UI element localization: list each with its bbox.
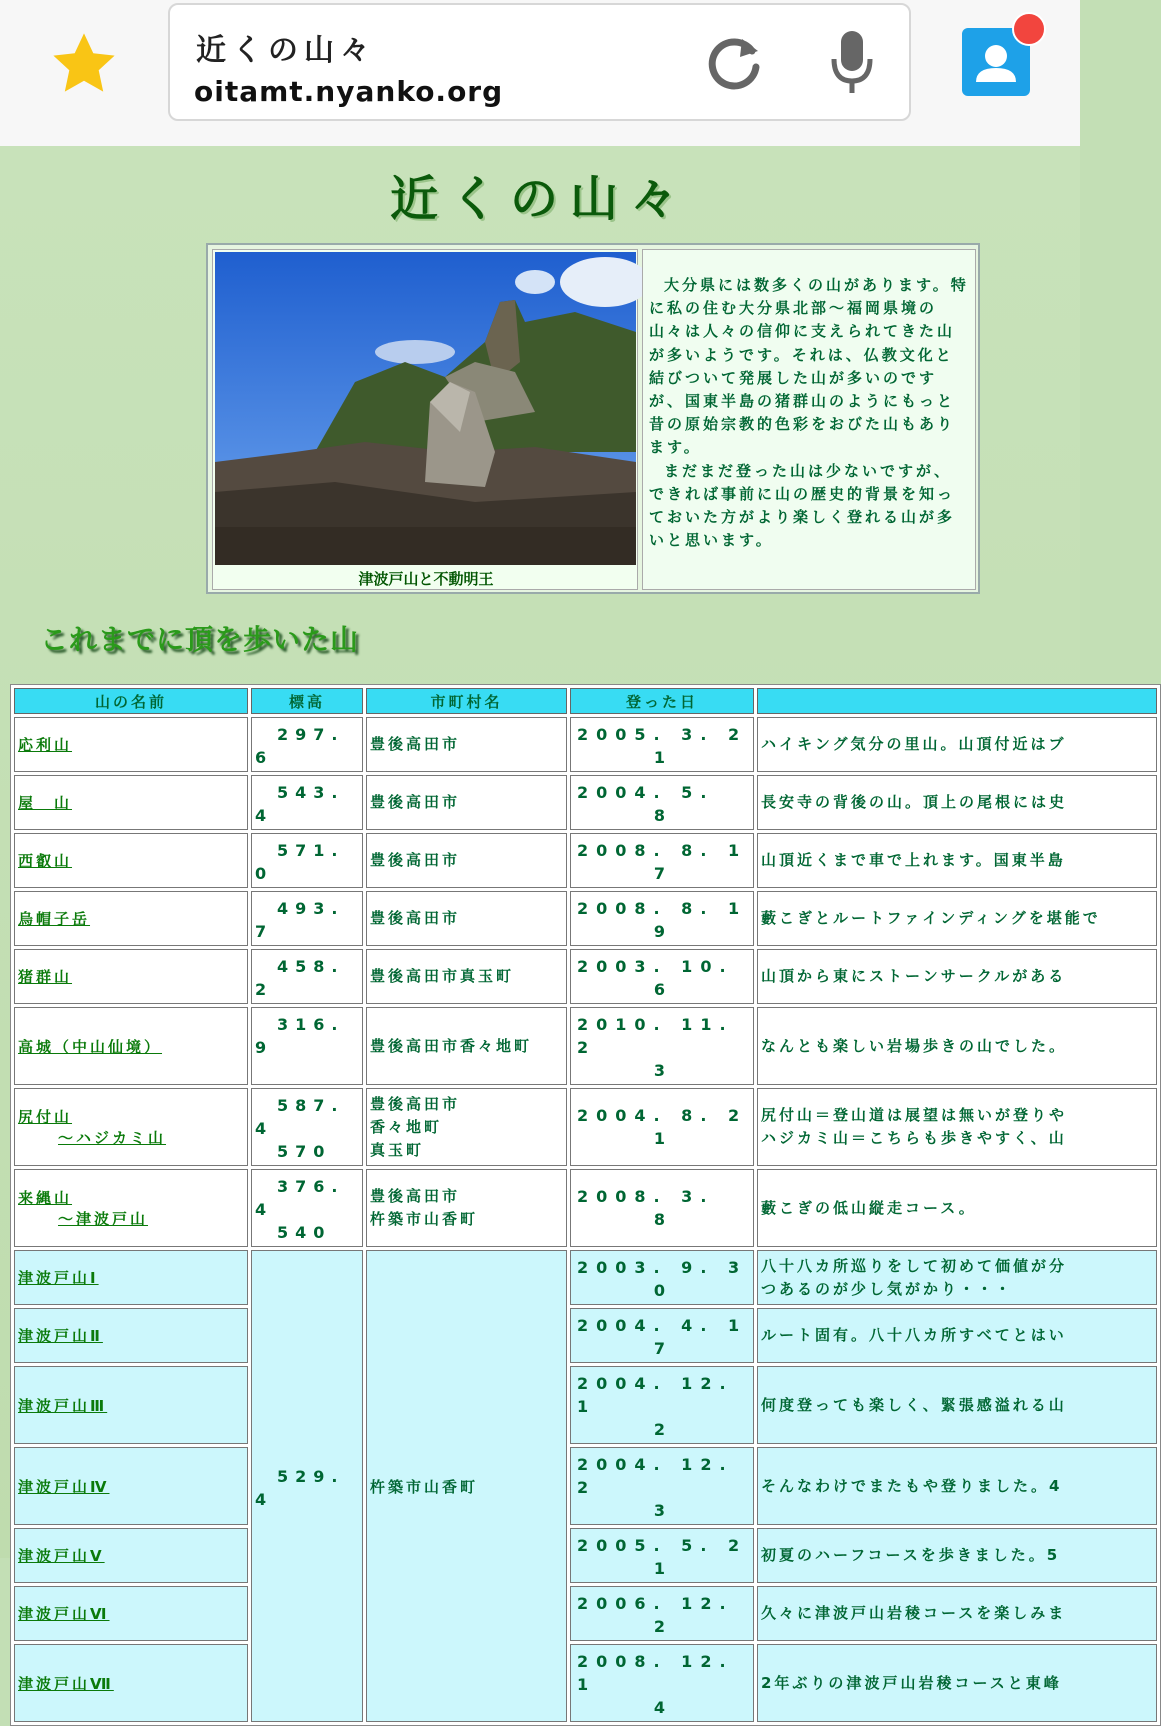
mountains-table	[10, 684, 1161, 1726]
city-name: 豊後高田市香々地町	[370, 1036, 533, 1055]
mountain-name: 来縄山	[18, 1189, 73, 1207]
description-cell	[757, 891, 1157, 946]
mountain-name-cell	[14, 1366, 248, 1444]
mountain-link[interactable]: 津波戸山Ⅲ	[18, 1396, 108, 1415]
date-tail: 7	[653, 1339, 674, 1358]
date-main: 2006. 12.	[577, 1594, 734, 1613]
table-row	[14, 775, 1157, 830]
city-name: 豊後高田市	[370, 851, 461, 869]
mountain-name-cell	[14, 1007, 248, 1085]
date-main: 2008. 12. 1	[577, 1652, 734, 1694]
intro-box	[206, 243, 980, 594]
altitude-cell	[251, 891, 363, 946]
mountain-name-cell	[14, 1447, 248, 1525]
description-cell	[757, 1308, 1157, 1363]
altitude-dec: 7	[255, 922, 274, 941]
altitude-int: 316.	[277, 1015, 345, 1034]
table-row	[14, 717, 1157, 772]
altitude-second: 540	[277, 1223, 332, 1242]
date-tail: 8	[653, 806, 674, 825]
notification-badge	[1012, 12, 1046, 46]
date-tail: 1	[653, 1559, 674, 1578]
date-main: 2004. 12. 1	[577, 1374, 734, 1416]
mountain-name-cell	[14, 949, 248, 1004]
mountain-name-cell	[14, 891, 248, 946]
date-tail: 2	[653, 1420, 674, 1439]
description-cell	[757, 1528, 1157, 1583]
altitude-cell	[251, 775, 363, 830]
description-cell	[757, 1169, 1157, 1247]
mountain-name: 高城（中山仙境）	[18, 1037, 163, 1056]
description-cell	[757, 1250, 1157, 1305]
mountain-link[interactable]	[18, 1108, 244, 1148]
description-line: 何度登っても楽しく、緊張感溢れる山	[761, 1395, 1067, 1414]
city-name: 杵築市山香町	[370, 1210, 479, 1228]
date-cell	[570, 1169, 754, 1247]
altitude-int: 543.	[277, 783, 345, 802]
city-cell	[366, 775, 567, 830]
mountain-name-cell	[14, 1586, 248, 1641]
mountain-name-cell	[14, 1528, 248, 1583]
date-main: 2008. 8. 1	[577, 841, 748, 860]
description-cell	[757, 1366, 1157, 1444]
table-row	[14, 1644, 1157, 1722]
description-cell	[757, 1586, 1157, 1641]
altitude-int: 571.	[277, 841, 345, 860]
page-content	[0, 146, 1101, 1717]
mountain-name: 屋 山	[18, 794, 73, 812]
header-city: 市町村名	[366, 688, 567, 714]
header-altitude: 標高	[251, 688, 363, 714]
microphone-icon[interactable]	[830, 29, 874, 97]
description-line: 尻付山＝登山道は展望は無いが登りや	[761, 1106, 1068, 1124]
date-cell	[570, 1586, 754, 1641]
description-line: ルート固有。八十八カ所すべてとはい	[761, 1326, 1067, 1344]
description-line: 山頂近くまで車で上れます。国東半島	[761, 851, 1066, 869]
city-cell	[366, 833, 567, 888]
description-line: 久々に津波戸山岩稜コースを楽しみま	[761, 1604, 1067, 1622]
description-cell	[757, 833, 1157, 888]
city-cell	[366, 1169, 567, 1247]
mountain-link[interactable]	[18, 852, 72, 870]
description-line: 八十八カ所巡りをして初めて価値が分	[761, 1256, 1068, 1275]
description-line: 長安寺の背後の山。頂上の尾根には史	[761, 793, 1068, 811]
description-line: 藪こぎの低山縦走コース。	[761, 1198, 977, 1217]
altitude-cell	[251, 1250, 363, 1722]
date-cell	[570, 775, 754, 830]
date-cell	[570, 1250, 754, 1305]
date-main: 2004. 5.	[577, 783, 715, 802]
date-cell	[570, 717, 754, 772]
mountain-name-cell	[14, 717, 248, 772]
description-cell	[757, 949, 1157, 1004]
table-row	[14, 1528, 1157, 1583]
mountain-link[interactable]	[18, 968, 72, 986]
date-main: 2004. 8. 2	[577, 1106, 748, 1125]
table-row	[14, 1447, 1157, 1525]
date-main: 2004. 12. 2	[577, 1455, 734, 1497]
mountain-subname: ～ハジカミ山	[58, 1129, 167, 1147]
table-row	[14, 1088, 1157, 1166]
city-cell	[366, 949, 567, 1004]
mountain-name: 西叡山	[18, 852, 73, 870]
date-cell	[570, 1447, 754, 1525]
city-name: 豊後高田市真玉町	[370, 967, 515, 985]
mountain-name: 烏帽子岳	[18, 910, 91, 928]
city-name: 豊後高田市	[370, 909, 461, 927]
altitude-cell	[251, 949, 363, 1004]
description-line: 2年ぶりの津波戸山岩稜コースと東峰	[761, 1673, 1062, 1692]
mountain-name-cell	[14, 775, 248, 830]
date-main: 2003. 9. 3	[577, 1258, 748, 1277]
altitude-dec: 4	[255, 806, 274, 825]
city-cell: 杵築市山香町	[366, 1250, 567, 1722]
mountain-link[interactable]: 津波戸山Ⅶ	[18, 1674, 114, 1693]
header-date: 登った日	[570, 688, 754, 714]
mountain-name: 尻付山	[18, 1108, 73, 1126]
altitude-int: 297.	[277, 725, 345, 744]
altitude-cell	[251, 717, 363, 772]
city-cell	[366, 1007, 567, 1085]
date-tail: 2	[653, 1617, 674, 1636]
intro-text	[642, 249, 976, 590]
table-row	[14, 1250, 1157, 1305]
date-tail: 1	[653, 1129, 674, 1148]
bookmark-star-icon[interactable]	[48, 28, 120, 100]
altitude-cell	[251, 1007, 363, 1085]
date-tail: 0	[653, 1281, 674, 1300]
date-tail: 8	[653, 1210, 674, 1229]
altitude-second: 570	[277, 1142, 332, 1161]
city-name: 真玉町	[370, 1140, 425, 1159]
description-line: ハジカミ山＝こちらも歩きやすく、山	[761, 1129, 1067, 1147]
mountain-photo	[215, 252, 636, 565]
mountain-link[interactable]	[18, 910, 90, 928]
date-main: 2004. 4. 1	[577, 1316, 748, 1335]
mountain-name-cell	[14, 1644, 248, 1722]
table-row	[14, 833, 1157, 888]
intro-paragraph: まだまだ登った山は少ないですが、できれば事前に山の歴史的背景を知っておいた方がより楽しく登れる山が多いと思います。	[649, 461, 956, 550]
date-main: 2003. 10.	[577, 957, 734, 976]
altitude-cell	[251, 1088, 363, 1166]
date-cell	[570, 891, 754, 946]
description-line: 山頂から東にストーンサークルがある	[761, 967, 1067, 985]
table-header-row	[14, 688, 1157, 714]
description-line: なんとも楽しい岩場歩きの山でした。	[761, 1036, 1068, 1055]
altitude-int: 587.	[277, 1096, 345, 1115]
date-tail: 3	[653, 1061, 674, 1080]
altitude-int: 493.	[277, 899, 345, 918]
mountain-link[interactable]	[18, 1189, 244, 1229]
altitude-dec: 4	[255, 1489, 274, 1509]
browser-toolbar	[0, 0, 1080, 146]
mountain-name: 猪群山	[18, 968, 73, 986]
address-bar[interactable]	[168, 3, 911, 121]
description-line: そんなわけでまたもや登りました。4	[761, 1476, 1063, 1495]
date-cell	[570, 1366, 754, 1444]
table-row	[14, 891, 1157, 946]
date-tail: 4	[653, 1698, 674, 1717]
city-name: 豊後高田市	[370, 735, 461, 753]
header-description	[757, 688, 1157, 714]
date-tail: 6	[653, 980, 674, 999]
description-cell	[757, 1447, 1157, 1525]
mountain-name-cell	[14, 1088, 248, 1166]
date-cell	[570, 1308, 754, 1363]
date-main: 2008. 8. 1	[577, 899, 748, 918]
mountain-link[interactable]	[18, 1038, 162, 1056]
mountain-link[interactable]	[18, 794, 72, 812]
date-cell	[570, 1007, 754, 1085]
table-row	[14, 1366, 1157, 1444]
page-title: 近くの山々	[389, 171, 690, 227]
mountain-link[interactable]: 津波戸山Ⅳ	[18, 1477, 110, 1496]
altitude-dec: 9	[255, 1038, 274, 1057]
altitude-cell	[251, 1169, 363, 1247]
date-tail: 7	[653, 864, 674, 883]
photo-cell	[212, 249, 638, 590]
city-name: 豊後高田市	[370, 1094, 461, 1113]
date-tail: 9	[653, 922, 674, 941]
description-cell	[757, 775, 1157, 830]
altitude-int: 458.	[277, 957, 345, 976]
city-cell	[366, 1088, 567, 1166]
date-main: 2008. 3.	[577, 1187, 715, 1206]
mountain-link[interactable]: 津波戸山Ⅴ	[18, 1547, 105, 1565]
table-row	[14, 1308, 1157, 1363]
date-main: 2010. 11. 2	[577, 1015, 734, 1057]
url-host: oitamt.nyanko.org	[194, 75, 504, 108]
altitude-dec: 4	[255, 1119, 274, 1138]
description-line: つあるのが少し気がかり・・・	[761, 1279, 1014, 1298]
mountain-name: 応利山	[18, 736, 73, 754]
city-name: 香々地町	[370, 1117, 443, 1136]
date-cell	[570, 1088, 754, 1166]
date-cell	[570, 1644, 754, 1722]
table-row	[14, 1586, 1157, 1641]
altitude-dec: 0	[255, 864, 274, 883]
header-name: 山の名前	[14, 688, 248, 714]
section-heading: これまでに頂を歩いた山	[40, 623, 360, 656]
description-line: 藪こぎとルートファインディングを堪能で	[761, 909, 1101, 927]
mountain-link[interactable]: 津波戸山Ⅵ	[18, 1605, 110, 1623]
mountain-link[interactable]	[18, 736, 72, 754]
intro-paragraph: 大分県には数多くの山があります。特に私の住む大分県北部～福岡県境の山々は人々の信仰に支えられてきた山が多いようです。それは、仏教文化と結びついて発展した山が多いのですが、国東半島の猪群山のようにもっと昔の原始宗教的色彩をおびた山もあります。	[649, 276, 969, 457]
altitude-int: 376.	[277, 1177, 345, 1196]
date-main: 2005. 3. 2	[577, 725, 748, 744]
table-row	[14, 1007, 1157, 1085]
description-cell	[757, 1007, 1157, 1085]
city-name: 豊後高田市	[370, 1187, 461, 1205]
table-row	[14, 1169, 1157, 1247]
mountain-link[interactable]: 津波戸山Ⅱ	[18, 1327, 103, 1345]
date-main: 2005. 5. 2	[577, 1536, 748, 1555]
tab-title: 近くの山々	[196, 33, 376, 68]
altitude-dec: 4	[255, 1200, 274, 1219]
description-cell	[757, 1088, 1157, 1166]
description-cell	[757, 717, 1157, 772]
date-tail: 1	[653, 748, 674, 767]
mountain-name-cell	[14, 833, 248, 888]
description-line: ハイキング気分の里山。山頂付近はブ	[761, 735, 1067, 753]
description-cell	[757, 1644, 1157, 1722]
mountain-subname: ～津波戸山	[58, 1210, 149, 1228]
reload-icon[interactable]	[704, 31, 764, 93]
city-cell	[366, 891, 567, 946]
photo-caption: 津波戸山と不動明王	[358, 570, 494, 588]
mountain-name-cell	[14, 1250, 248, 1305]
date-cell	[570, 1528, 754, 1583]
altitude-dec: 6	[255, 748, 274, 767]
altitude-dec: 2	[255, 980, 274, 999]
date-tail: 3	[653, 1501, 674, 1520]
mountain-name-cell	[14, 1308, 248, 1363]
mountain-name-cell	[14, 1169, 248, 1247]
city-cell	[366, 717, 567, 772]
date-cell	[570, 949, 754, 1004]
altitude-cell	[251, 833, 363, 888]
city-name: 豊後高田市	[370, 793, 461, 811]
date-cell	[570, 833, 754, 888]
mountain-link[interactable]: 津波戸山Ⅰ	[18, 1269, 99, 1287]
altitude-int: 529.	[277, 1466, 345, 1486]
table-row	[14, 949, 1157, 1004]
description-line: 初夏のハーフコースを歩きました。5	[761, 1546, 1061, 1564]
